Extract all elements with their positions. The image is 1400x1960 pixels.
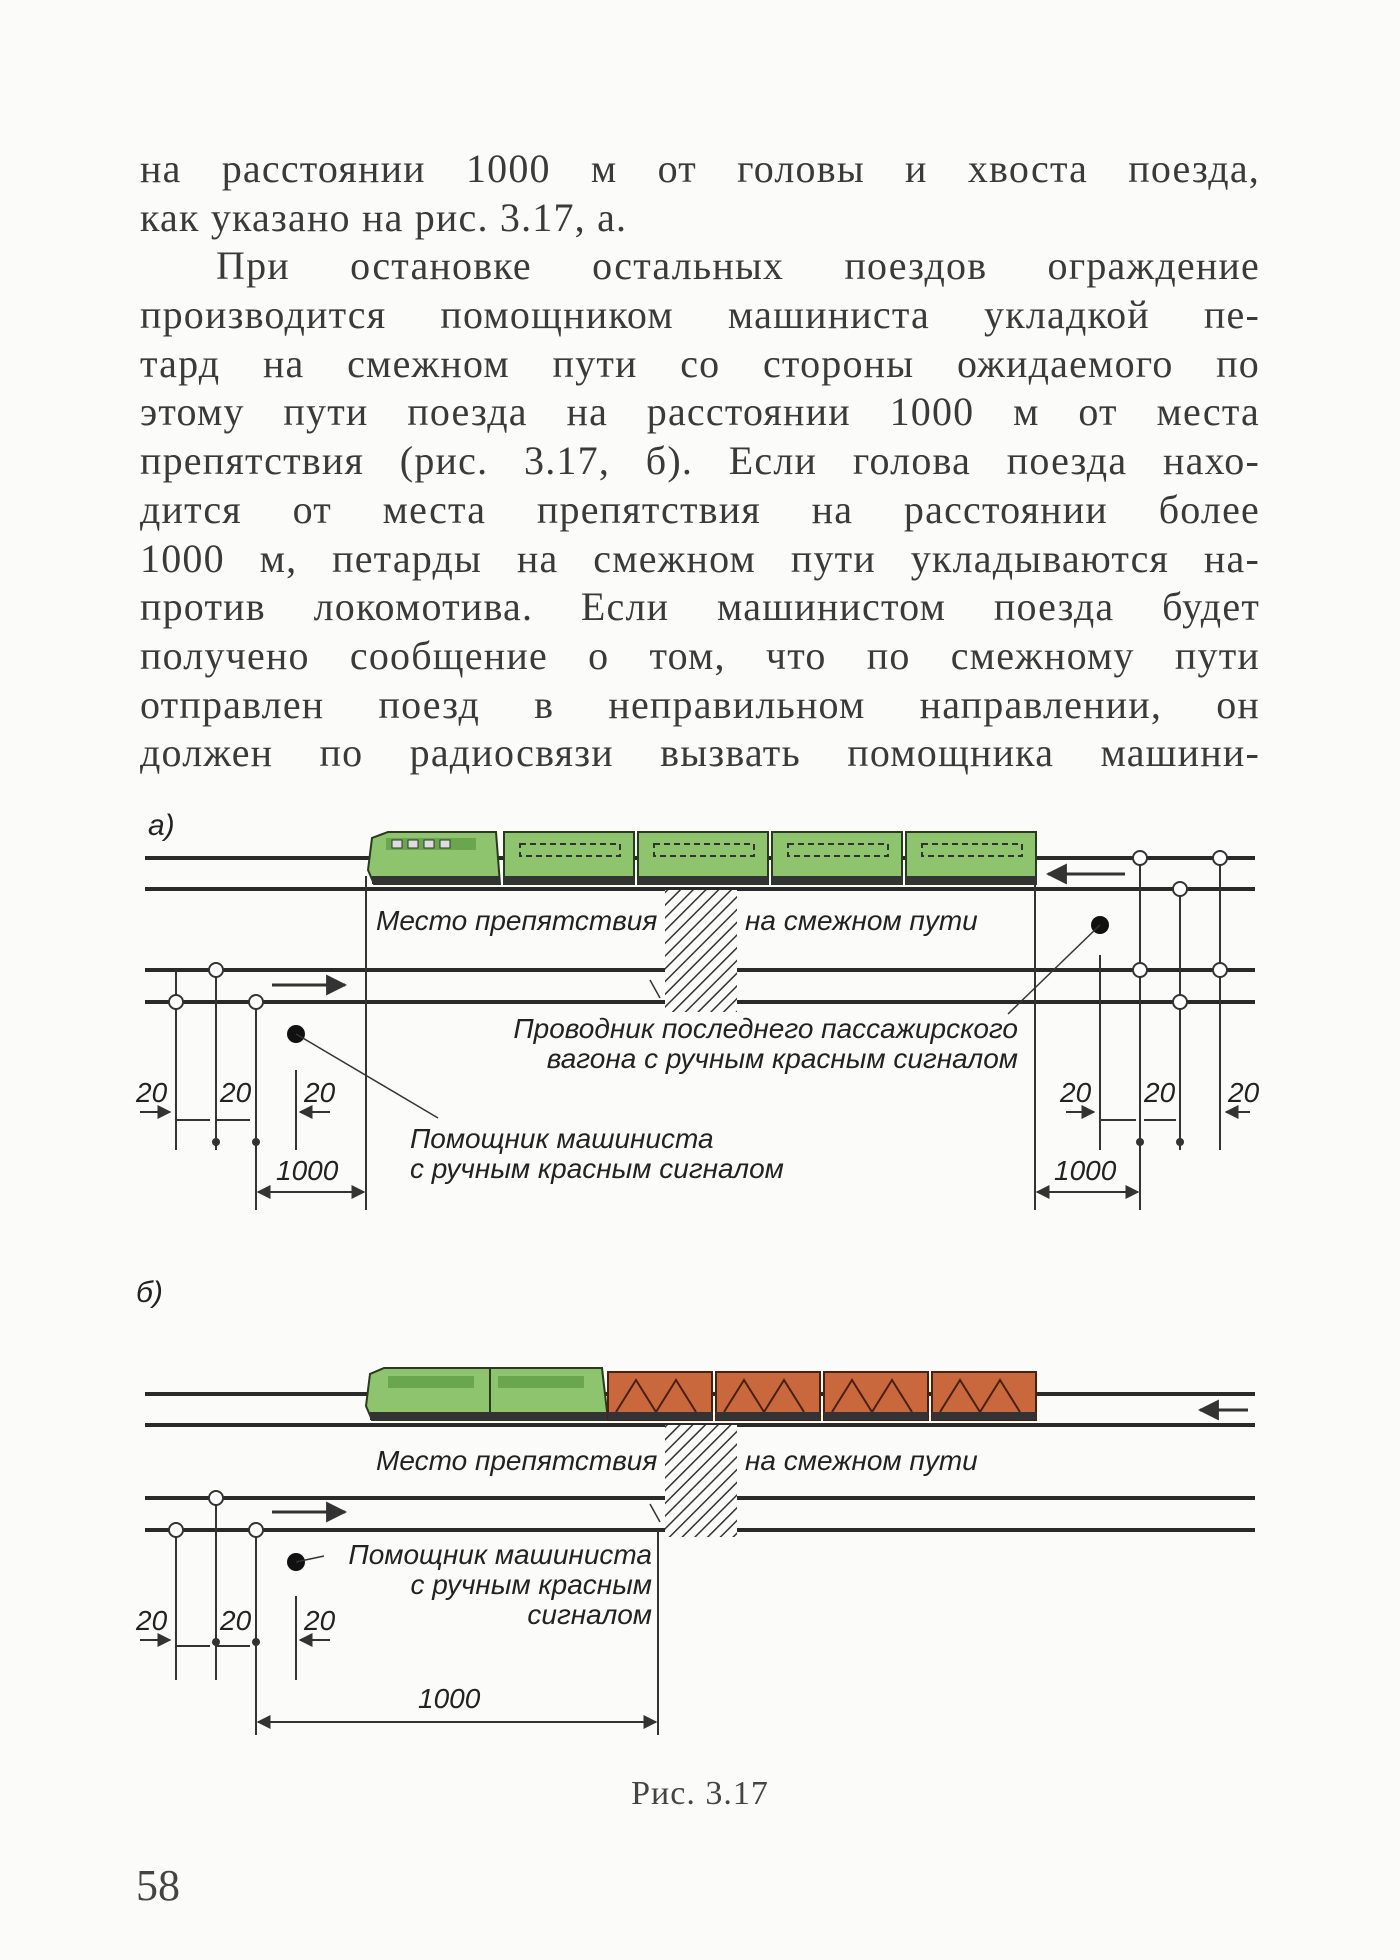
passenger-car	[504, 832, 634, 884]
obstacle-hatch	[665, 1425, 737, 1537]
dim-label: 20	[136, 1605, 168, 1636]
passenger-car	[906, 832, 1036, 884]
freight-car	[824, 1372, 928, 1420]
passenger-car	[638, 832, 768, 884]
figure-3-17	[0, 780, 1400, 1760]
detonator-icon	[209, 963, 223, 977]
detonator-icon	[1173, 882, 1187, 896]
dim-label: 20	[220, 1077, 252, 1108]
body-text	[140, 145, 1260, 778]
dim-label: 20	[220, 1605, 252, 1636]
detonator-icon	[1173, 995, 1187, 1009]
detonator-icon	[169, 995, 183, 1009]
page-number: 58	[136, 1861, 180, 1910]
detonator-icon	[1213, 851, 1227, 865]
part-b-label: б)	[136, 1276, 163, 1309]
figure-caption: Рис. 3.17	[631, 1775, 769, 1812]
detonator-icon	[169, 1523, 183, 1537]
text-line: как указано на рис. 3.17, а.	[140, 194, 628, 240]
assistant-label-line1: Помощник машиниста	[410, 1123, 714, 1154]
detonator-icon	[1133, 851, 1147, 865]
dim-label: 20	[304, 1605, 336, 1636]
part-a	[135, 809, 1260, 1210]
detonator-icon	[1133, 963, 1147, 977]
assistant-label-line3: сигналом	[527, 1599, 652, 1630]
text-line: этому пути поезда на расстоянии 1000 м от места	[140, 389, 1260, 435]
assistant-label-line2: с ручным красным сигналом	[410, 1153, 784, 1184]
part-a-label: а)	[148, 809, 175, 842]
text-line: При остановке остальных поездов ограждение	[216, 243, 1260, 289]
dim-label: 20	[136, 1077, 168, 1108]
text-line: получено сообщение о том, что по смежному пути	[140, 632, 1260, 678]
conductor-label-line1: Проводник последнего пассажирского	[513, 1013, 1018, 1044]
assistant-label-line2: с ручным красным	[410, 1569, 652, 1600]
obstacle-hatch	[665, 890, 737, 1012]
conductor-label-line2: вагона с ручным красным сигналом	[546, 1043, 1018, 1074]
distance-label: 1000	[418, 1683, 481, 1714]
assistant-label-line1: Помощник машиниста	[348, 1539, 652, 1570]
text-line: тард на смежном пути со стороны ожидаемого по	[140, 340, 1260, 386]
passenger-car	[772, 832, 902, 884]
obstacle-label: Место препятствия	[376, 905, 658, 936]
text-line: на расстоянии 1000 м от головы и хвоста поезда,	[140, 146, 1260, 191]
freight-car	[932, 1372, 1036, 1420]
text-line: против локомотива. Если машинистом поезда будет	[140, 584, 1260, 630]
text-line: должен по радиосвязи вызвать помощника машини-	[140, 730, 1260, 776]
distance-label: 1000	[276, 1155, 339, 1186]
text-line: дится от места препятствия на расстоянии более	[140, 486, 1260, 532]
text-line: препятствия (рис. 3.17, б). Если голова поезда нахо-	[140, 438, 1260, 484]
distance-label: 1000	[1054, 1155, 1117, 1186]
dim-label: 20	[304, 1077, 336, 1108]
detonator-icon	[249, 1523, 263, 1537]
locomotive	[366, 1368, 608, 1420]
locomotive	[368, 832, 500, 884]
detonator-icon	[249, 995, 263, 1009]
freight-car	[716, 1372, 820, 1420]
dim-label: 20	[1228, 1077, 1260, 1108]
part-b	[135, 1276, 1255, 1735]
dim-label: 20	[1060, 1077, 1092, 1108]
adjacent-track-label: на смежном пути	[745, 1445, 978, 1476]
text-line: 1000 м, петарды на смежном пути укладываются на-	[140, 535, 1260, 581]
text-line: отправлен поезд в неправильном направлении, он	[140, 681, 1260, 727]
obstacle-label: Место препятствия	[376, 1445, 658, 1476]
passenger-train	[368, 832, 1036, 884]
detonator-icon	[1213, 963, 1227, 977]
freight-car	[608, 1372, 712, 1420]
adjacent-track-label: на смежном пути	[745, 905, 978, 936]
dim-label: 20	[1144, 1077, 1176, 1108]
text-line: производится помощником машиниста укладкой пе-	[140, 292, 1260, 338]
detonator-icon	[209, 1491, 223, 1505]
freight-train	[366, 1368, 1036, 1420]
